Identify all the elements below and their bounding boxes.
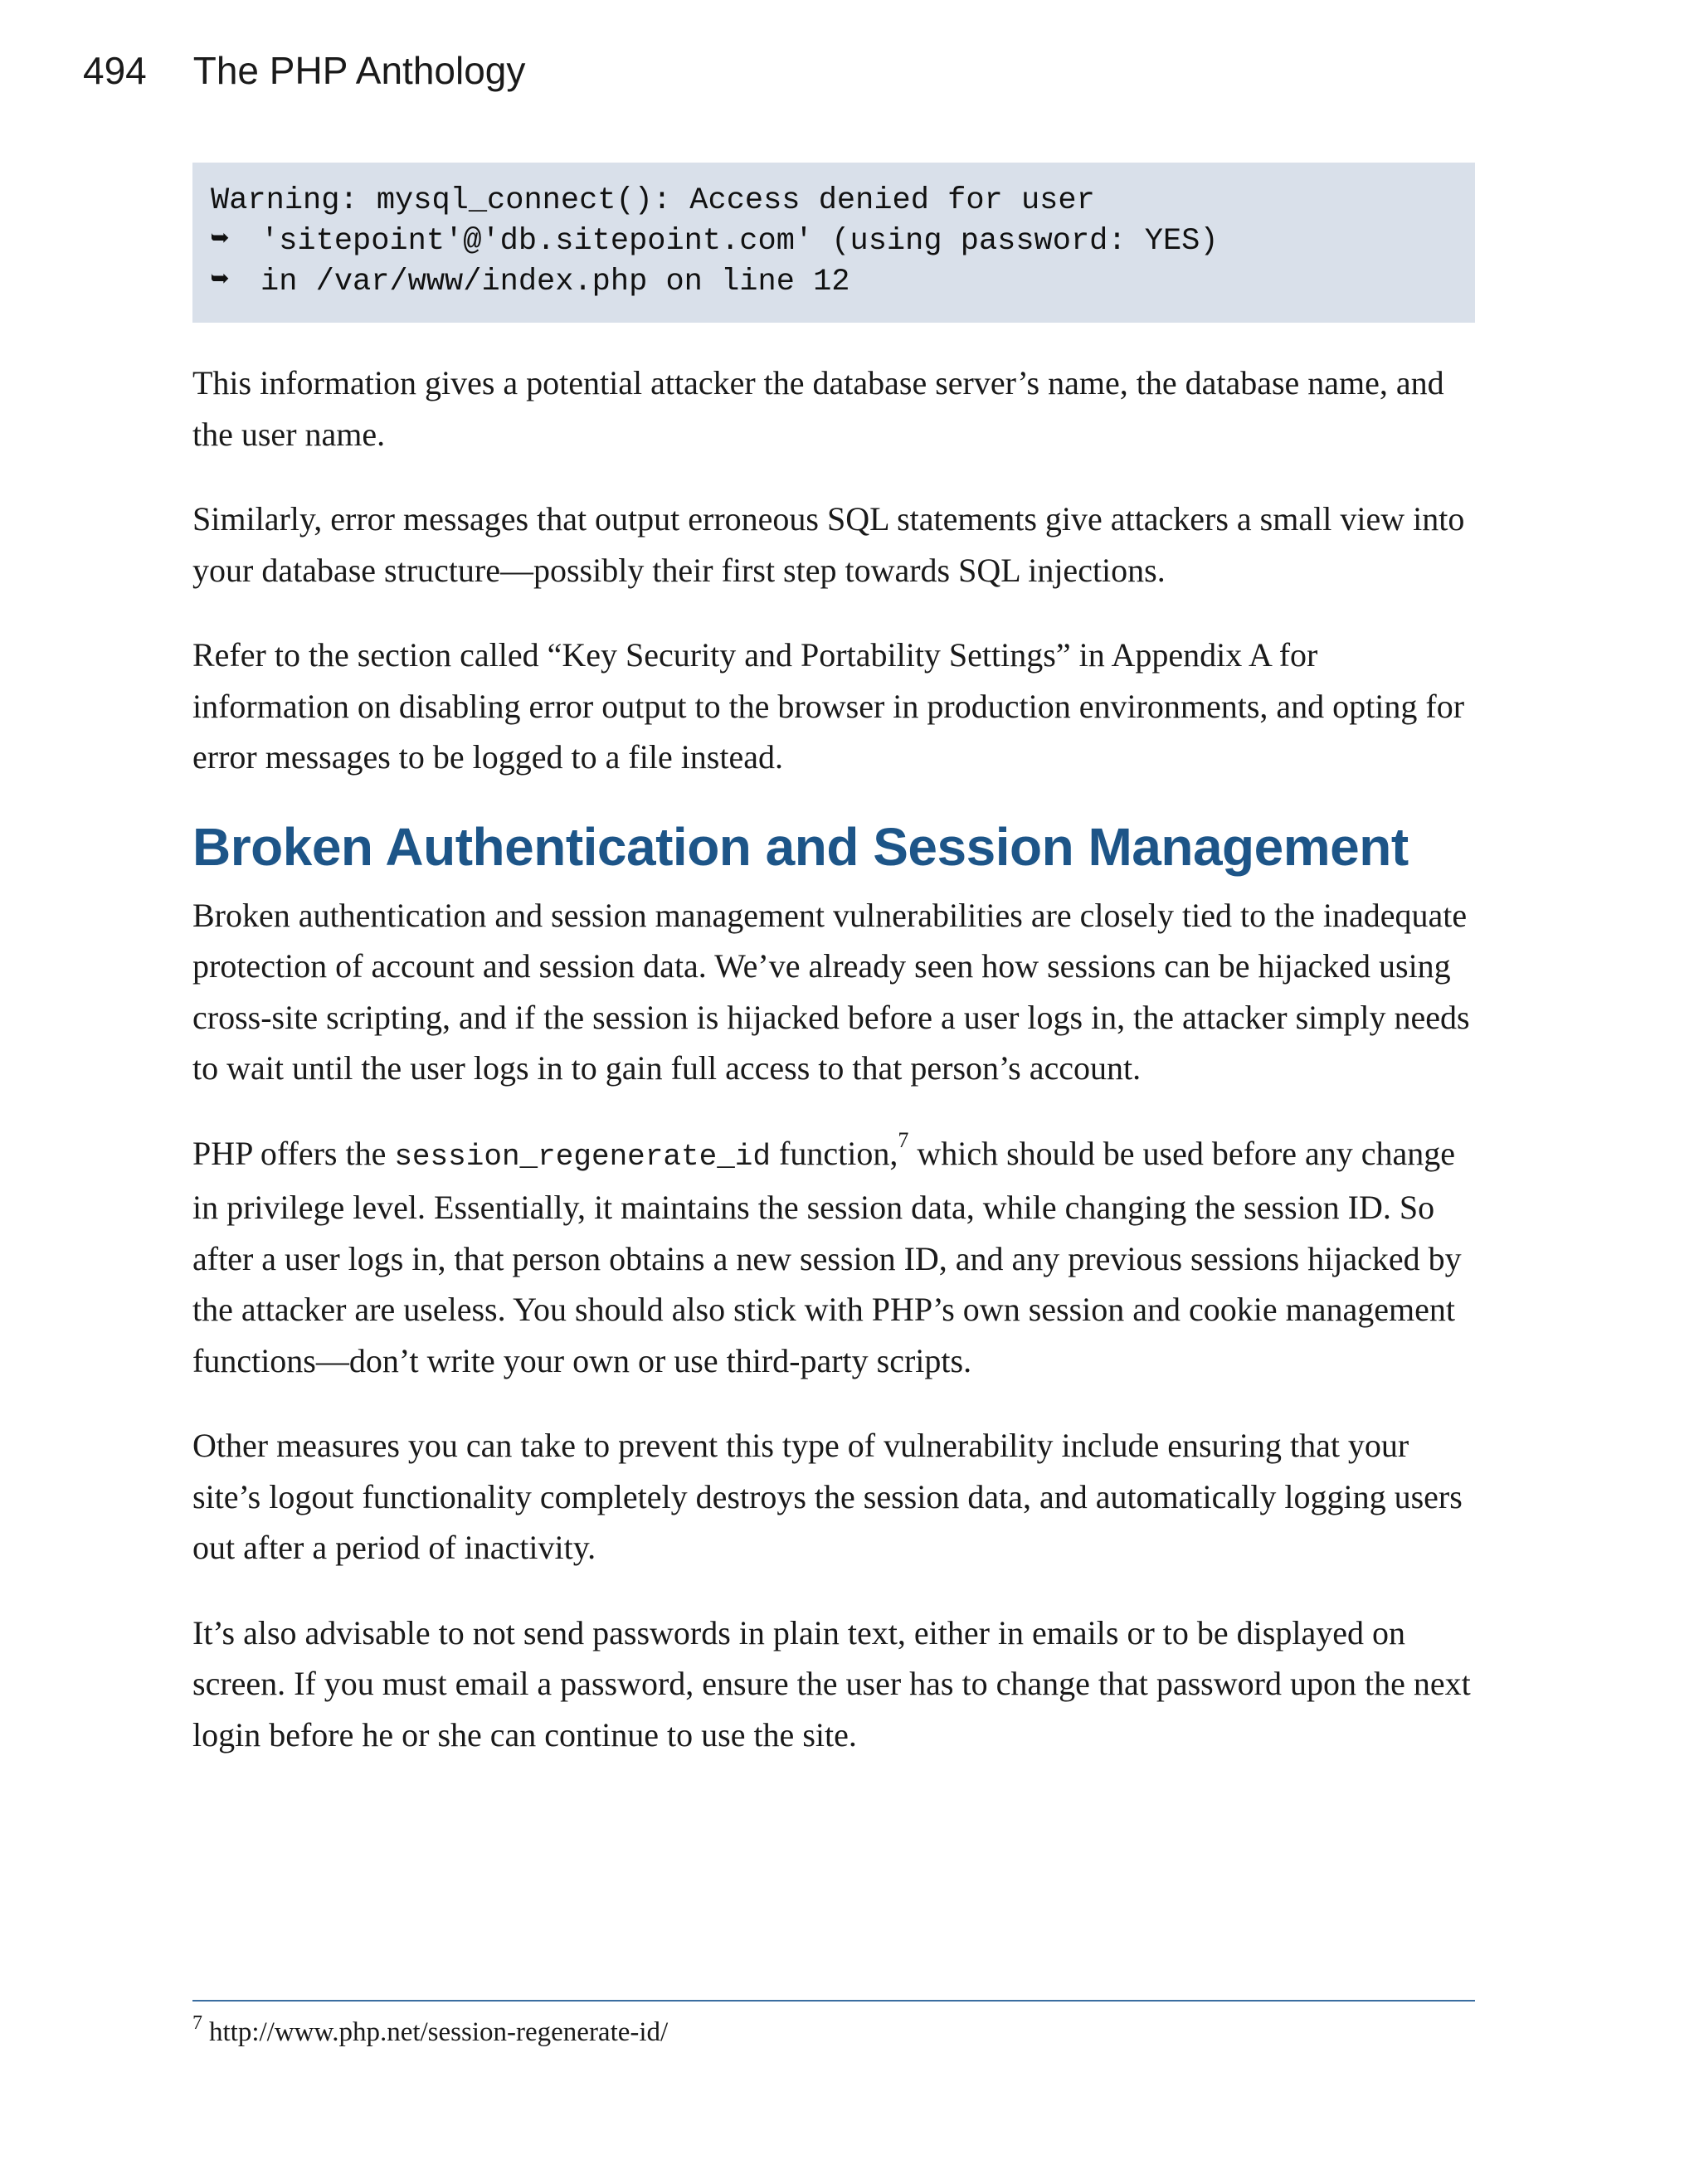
paragraph-sql-errors: Similarly, error messages that output erroneous SQL statements give attackers a small view into your database structure—possibly their first step towards SQL injections. <box>192 500 1465 589</box>
code-line <box>211 221 1455 262</box>
code-line-1: Warning: mysql_connect(): Access denied for user <box>211 183 1095 218</box>
text-segment: function, <box>771 1134 898 1172</box>
paragraph-passwords-advice: It’s also advisable to not send passwords in plain text, either in emails or to be displayed on screen. If you must email a password, ensure the user has to change that password upon the next login before he or she can continue to use the site. <box>192 1613 1471 1754</box>
text-segment: PHP offers the <box>192 1134 395 1172</box>
line-continuation-icon: ➥ <box>211 265 230 299</box>
page-content <box>192 163 1475 1794</box>
footnote-link[interactable]: http://www.php.net/session-regenerate-id/ <box>209 2017 669 2047</box>
footnote-reference[interactable]: 7 <box>898 1128 909 1153</box>
inline-code-function: session_regenerate_id <box>394 1139 772 1174</box>
book-title: The PHP Anthology <box>192 49 526 92</box>
paragraph-attacker-info: This information gives a potential attacker the database server’s name, the database name, and the user name. <box>192 364 1444 453</box>
code-line-2: 'sitepoint'@'db.sitepoint.com' (using password: YES) <box>260 224 1219 259</box>
footnote-divider <box>192 2000 1475 2002</box>
line-continuation-icon: ➥ <box>211 224 230 259</box>
code-line <box>211 181 1455 221</box>
footnote <box>192 2014 668 2048</box>
code-block <box>192 163 1475 323</box>
footnote-number: 7 <box>192 2012 202 2034</box>
code-line-3: in /var/www/index.php on line 12 <box>260 265 850 299</box>
code-line <box>211 262 1455 303</box>
paragraph-broken-auth-intro: Broken authentication and session management vulnerabilities are closely tied to the inadequate protection of account and session data. We’ve already seen how sessions can be hijacked using cross-site scripting, and if the session is hijacked before a user logs in, the attacker simply needs to wait until the user logs in to gain full access to that person’s account. <box>192 896 1470 1087</box>
text-segment: which should be used before any change in privilege level. Essentially, it maintains the session data, while changing the session ID. So after a user logs in, that person obtains a new session ID, and any previous sessions hijacked by the attacker are useless. You should also stick with PHP’s own session and cookie management functions—don’t write your own or use third-party scripts. <box>192 1134 1462 1379</box>
page-number: 494 <box>83 49 147 92</box>
section-heading: Broken Authentication and Session Management <box>192 816 1409 877</box>
paragraph-session-regenerate <box>192 1128 1475 1387</box>
paragraph-other-measures: Other measures you can take to prevent this type of vulnerability include ensuring that your site’s logout functionality completely destroys the session data, and automatically logging users out after a period of inactivity. <box>192 1427 1463 1566</box>
running-header <box>83 48 525 93</box>
paragraph-appendix-reference: Refer to the section called “Key Security and Portability Settings” in Appendix A for information on disabling error output to the browser in production environments, and opting for error messages to be logged to a file instead. <box>192 636 1465 776</box>
